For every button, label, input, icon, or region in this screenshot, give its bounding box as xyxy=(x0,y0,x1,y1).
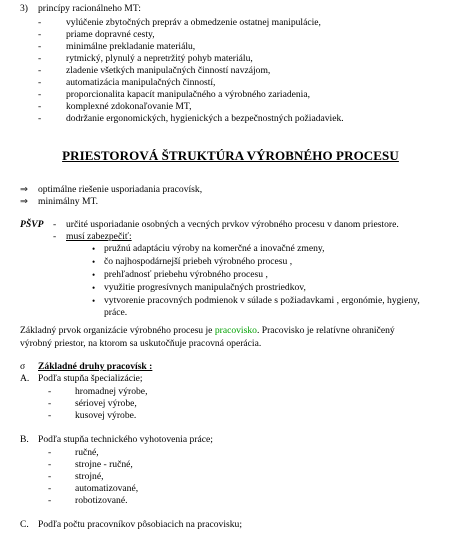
group-label: Podľa stupňa špecializácie; xyxy=(38,373,143,384)
principle-item: priame dopravné cesty, xyxy=(66,29,155,40)
requirement-item: čo najhospodárnejší priebeh výrobného procesu , xyxy=(104,256,293,267)
requirement-item: prehľadnosť priebehu výrobného procesu , xyxy=(104,269,268,280)
group-letter: A. xyxy=(20,373,30,384)
arrow-icon: ⇒ xyxy=(20,196,29,207)
list-dash: - xyxy=(48,471,52,482)
group-item: robotizované. xyxy=(75,495,128,506)
list-dash: - xyxy=(48,386,52,397)
requirement-item: vytvorenie pracovných podmienok v súlade s požiadavkami , ergonómie, hygieny, xyxy=(104,295,420,306)
list-dash: - xyxy=(38,89,42,100)
workplace-paragraph xyxy=(20,325,450,338)
list-dash: - xyxy=(38,113,42,124)
requirement-item: pružnú adaptáciu výroby na komerčné a inovačné zmeny, xyxy=(104,243,325,254)
workplace-types-title: Základné druhy pracovísk : xyxy=(38,361,153,372)
list-dash: - xyxy=(38,101,42,112)
principle-item: automatizácia manipulačných činností, xyxy=(66,77,216,88)
bullet-icon: • xyxy=(92,270,96,280)
group-letter: C. xyxy=(20,519,29,530)
paragraph-text: . Pracovisko je relatívne ohraničený xyxy=(256,325,395,336)
goal-item: optimálne riešenie usporiadania pracovísk, xyxy=(38,184,203,195)
list-dash: - xyxy=(38,53,42,64)
group-item: strojne - ručné, xyxy=(75,459,133,470)
psvp-dash: - xyxy=(53,219,57,230)
bullet-icon: • xyxy=(92,257,96,267)
group-letter: B. xyxy=(20,434,29,445)
group-item: ručné, xyxy=(75,447,99,458)
group-item: sériovej výrobe, xyxy=(75,398,137,409)
list-dash: - xyxy=(48,495,52,506)
group-item: hromadnej výrobe, xyxy=(75,386,148,397)
requirement-item-continued: práce. xyxy=(104,307,128,318)
principle-item: minimálne prekladanie materiálu, xyxy=(66,41,196,52)
group-label: Podľa počtu pracovníkov pôsobiacich na pracovisku; xyxy=(38,519,242,530)
psvp-definition: určité usporiadanie osobných a vecných prvkov výrobného procesu v danom priestore. xyxy=(66,219,399,230)
goal-item: minimálny MT. xyxy=(38,196,99,207)
list-dash: - xyxy=(48,447,52,458)
principles-heading: princípy racionálneho MT: xyxy=(38,3,141,14)
principle-item: komplexné zdokonaľovanie MT, xyxy=(66,101,192,112)
psvp-abbreviation: PŠVP xyxy=(20,219,44,230)
sigma-marker: σ xyxy=(20,361,26,372)
principle-item: vylúčenie zbytočných prepráv a obmedzenie ostatnej manipulácie, xyxy=(66,17,321,28)
bullet-icon: • xyxy=(92,244,96,254)
list-dash: - xyxy=(38,29,42,40)
principle-item: zladenie všetkých manipulačných činností navzájom, xyxy=(66,65,271,76)
bullet-icon: • xyxy=(92,296,96,306)
group-item: strojné, xyxy=(75,471,104,482)
list-dash: - xyxy=(48,483,52,494)
group-item: kusovej výrobe. xyxy=(75,410,137,421)
principle-item: dodržanie ergonomických, hygienických a bezpečnostných požiadaviek. xyxy=(66,113,344,124)
list-dash: - xyxy=(38,65,42,76)
list-dash: - xyxy=(38,77,42,88)
paragraph-line2: výrobný priestor, na ktorom sa uskutočňuje pracovná operácia. xyxy=(20,337,262,349)
group-item: automatizované, xyxy=(75,483,139,494)
must-provide-label: musí zabezpečiť: xyxy=(66,231,132,242)
list-dash: - xyxy=(38,41,42,52)
psvp-dash: - xyxy=(53,231,57,242)
highlighted-term: pracovisko xyxy=(214,325,257,336)
list-dash: - xyxy=(48,398,52,409)
principles-number: 3) xyxy=(20,3,28,14)
list-dash: - xyxy=(48,459,52,470)
group-label: Podľa stupňa technického vyhotovenia práce; xyxy=(38,434,213,445)
paragraph-text: Základný prvok organizácie výrobného procesu je xyxy=(20,325,215,336)
list-dash: - xyxy=(38,17,42,28)
requirement-item: využitie progresívnych manipulačných prostriedkov, xyxy=(104,282,306,293)
principle-item: proporcionalita kapacít manipulačného a výrobného zariadenia, xyxy=(66,89,311,100)
list-dash: - xyxy=(48,410,52,421)
bullet-icon: • xyxy=(92,283,96,293)
section-title: PRIESTOROVÁ ŠTRUKTÚRA VÝROBNÉHO PROCESU xyxy=(62,148,399,163)
principle-item: rytmický, plynulý a nepretržitý pohyb materiálu, xyxy=(66,53,253,64)
arrow-icon: ⇒ xyxy=(20,184,29,195)
